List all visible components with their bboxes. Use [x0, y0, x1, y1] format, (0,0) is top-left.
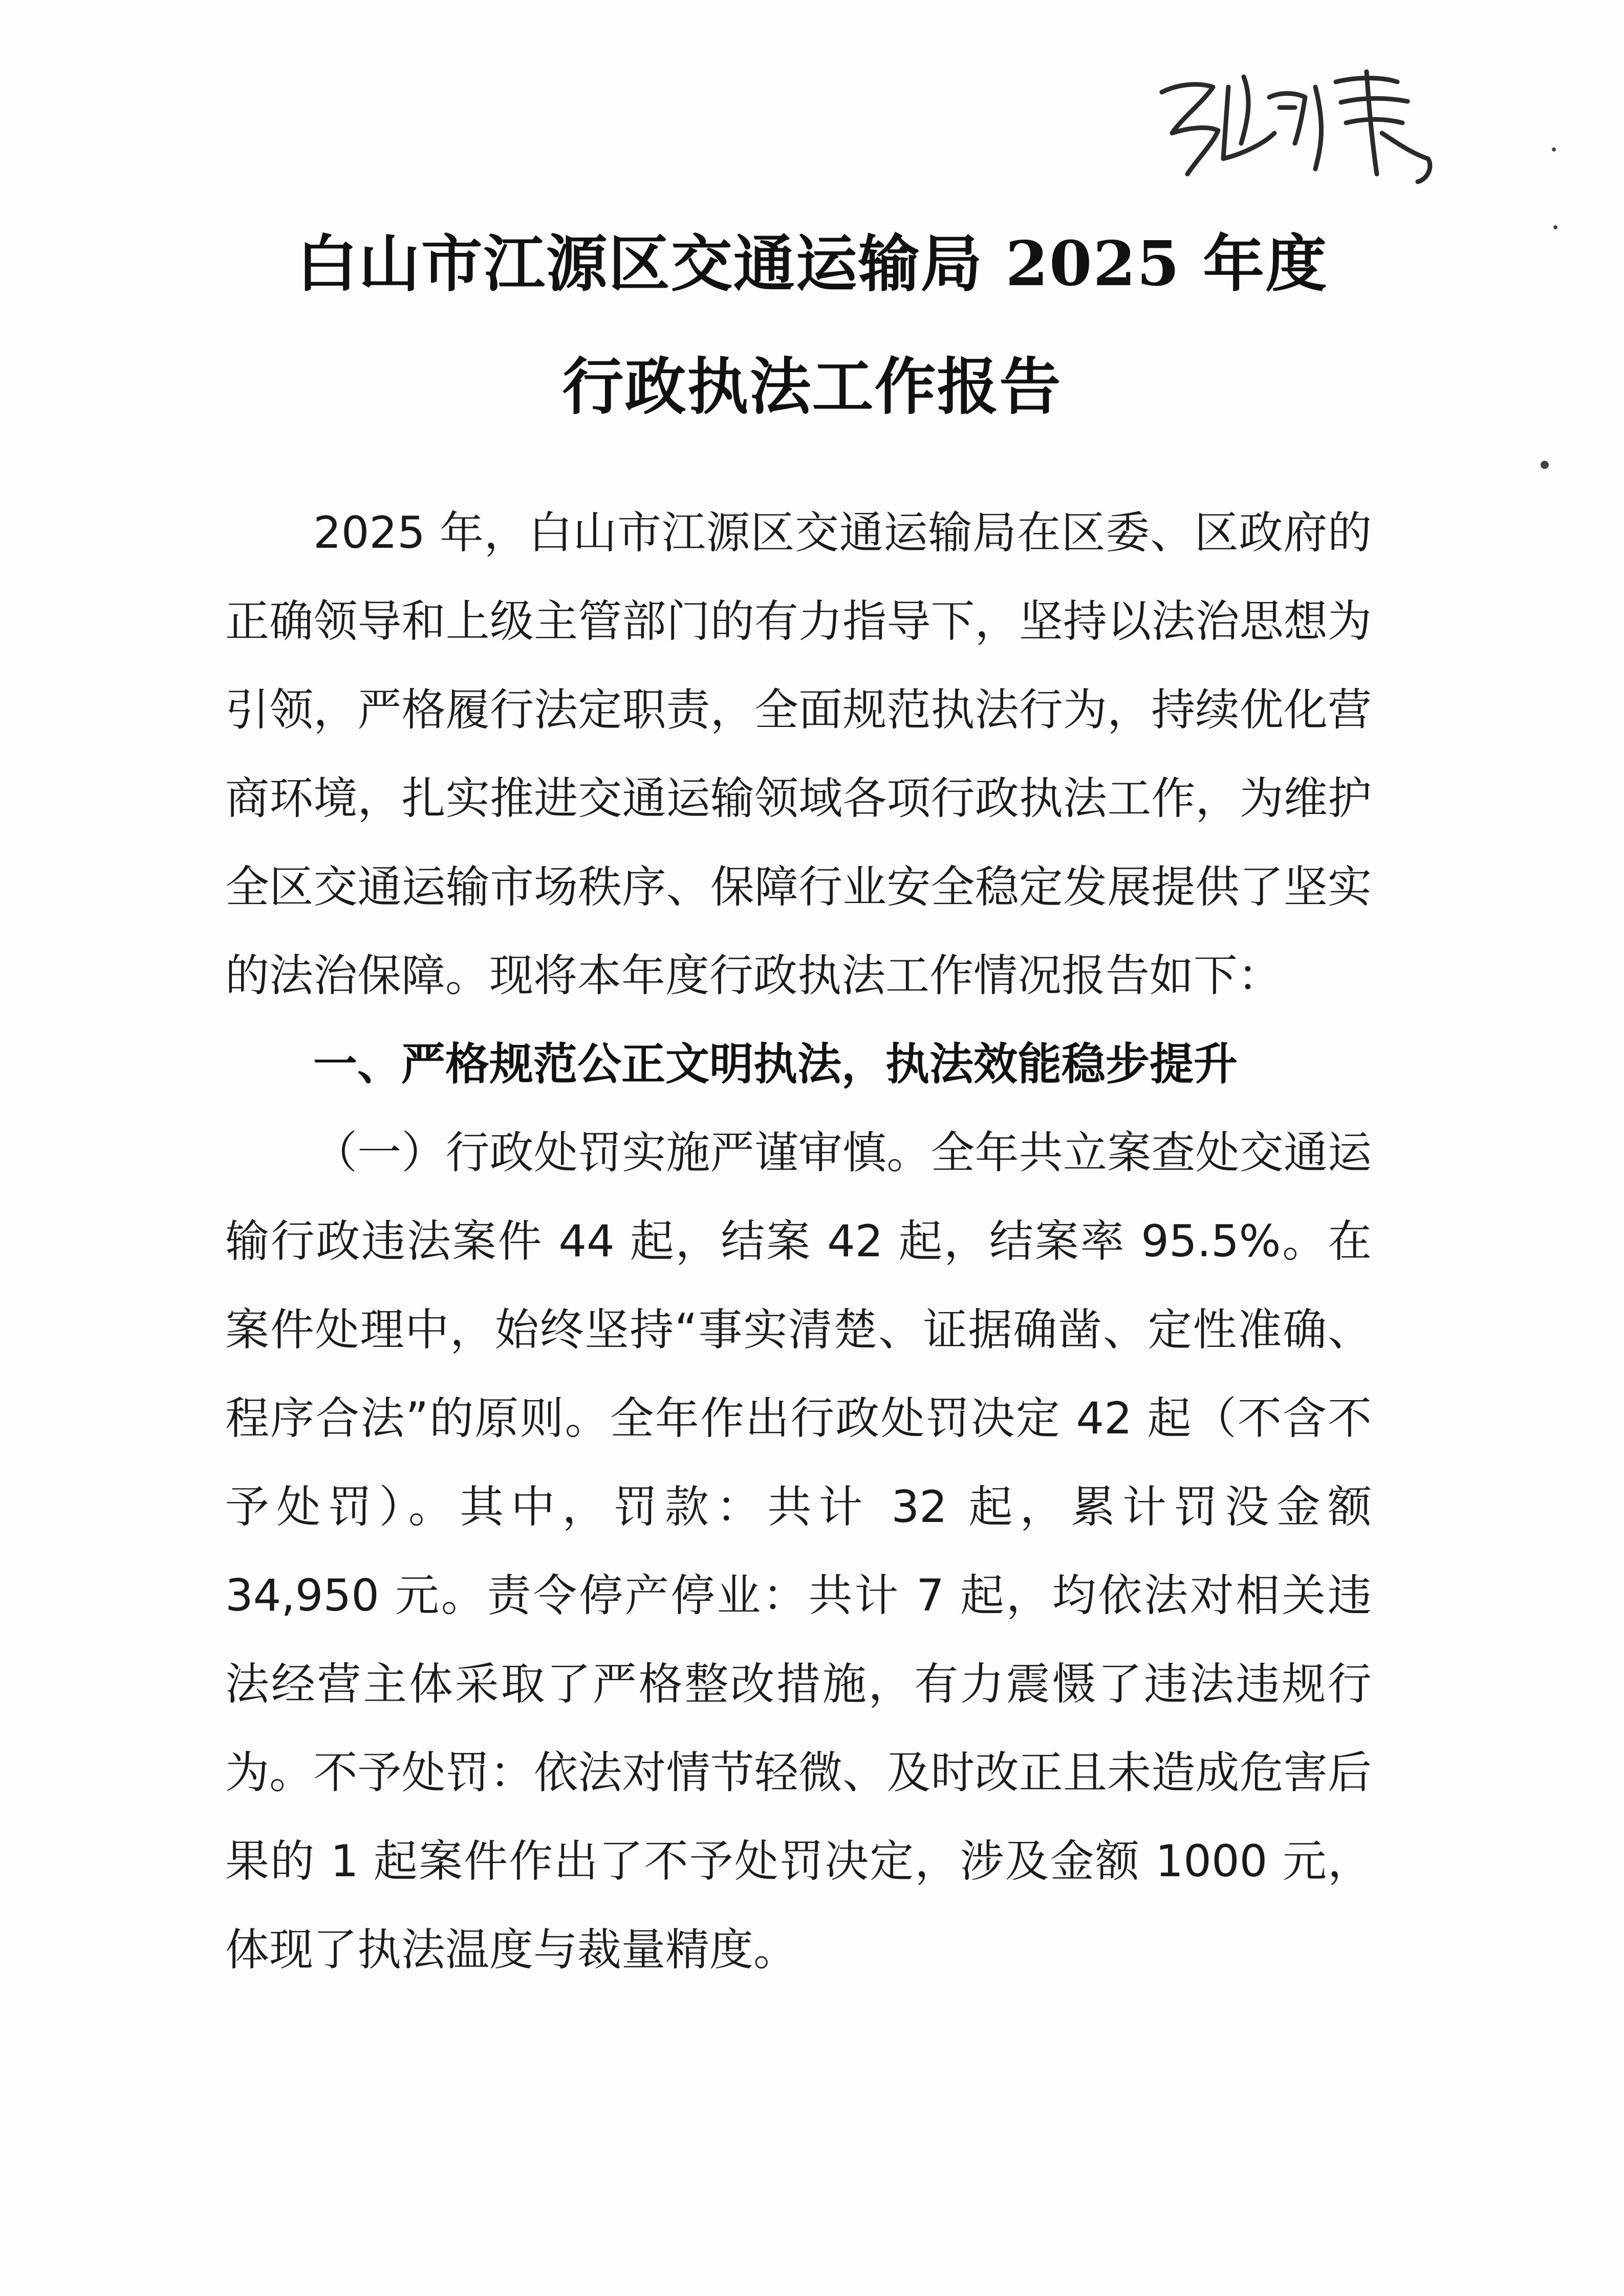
section-1-paragraph-1: （一）行政处罚实施严谨审慎。全年共立案查处交通运输行政违法案件 44 起，结案 42 起，结案率 95.5%。在案件处理中，始终坚持“事实清楚、证据确凿、定性准确、程序合法”的原则。全年作出行政处罚决定 42 起（不含不予处罚）。其中，罚款：共计 32 起，累计罚没金额 34,950 元。责令停产停业：共计 7 起，均依法对相关违法经营主体采取了严格整改措施，有力震慑了违法违规行为。不予处罚：依法对情节轻微、及时改正且未造成危害后果的 1 起案件作出了不予处罚决定，涉及金额 1000 元，体现了执法温度与裁量精度。: [225, 1127, 1372, 1976]
report-title-line-1: 白山市江源区交通运输局 2025 年度: [296, 228, 1328, 300]
intro-paragraph: 2025 年，白山市江源区交通运输局在区委、区政府的正确领导和上级主管部门的有力指导下，坚持以法治思想为引领，严格履行法定职责，全面规范执法行为，持续优化营商环境，扎实推进交通运输领域各项行政执法工作，为维护全区交通运输市场秩序、保障行业安全稳定发展提供了坚实的法治保障。现将本年度行政执法工作情况报告如下：: [225, 507, 1372, 1001]
handwritten-signature: [1141, 56, 1448, 189]
section-1-heading: 一、严格规范公正文明执法，执法效能稳步提升: [313, 1039, 1238, 1090]
scan-mark: [1552, 147, 1556, 152]
report-title-line-2: 行政执法工作报告: [562, 351, 1062, 423]
report-body: [225, 489, 1372, 1994]
scan-mark: [1541, 461, 1549, 469]
